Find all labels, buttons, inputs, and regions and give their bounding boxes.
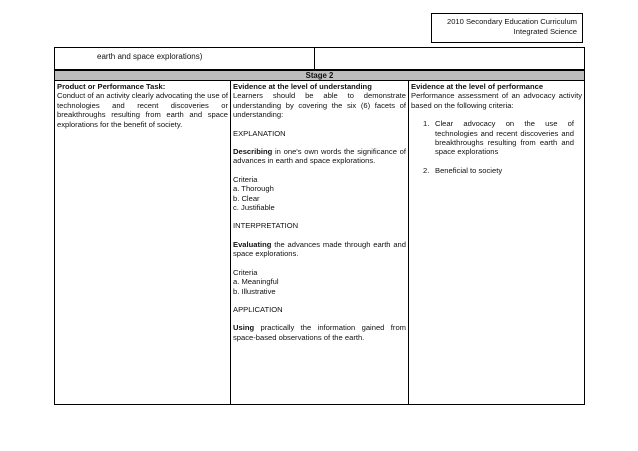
list-item <box>411 119 582 157</box>
list-item <box>411 166 582 175</box>
understanding-column <box>231 81 409 404</box>
criteria-list <box>411 119 582 175</box>
continued-cell: earth and space explorations) <box>55 48 315 69</box>
stage-heading: Stage 2 <box>54 70 585 81</box>
application-label: APPLICATION <box>233 304 283 314</box>
product-body: Conduct of an activity clearly advocating the use of technologies and recent discoveries or breakthroughs resulting from earth and space explorations for the benefit of society. <box>57 91 228 129</box>
continued-row <box>54 47 585 70</box>
performance-heading: Evidence at the level of performance <box>411 82 544 91</box>
criteria-label: Criteria <box>233 174 258 184</box>
stage-table <box>54 81 585 405</box>
explanation-text <box>233 147 406 166</box>
understanding-heading: Evidence at the level of understanding <box>233 82 372 91</box>
criteria-item: c. Justifiable <box>233 203 275 213</box>
list-number: 2. <box>423 165 430 175</box>
curriculum-header <box>431 13 583 43</box>
explanation-desc: in one's own words the significance of advances in earth and space explorations. <box>233 147 406 166</box>
performance-intro: Performance assessment of an advocacy activity based on the following criteria: <box>411 91 582 110</box>
explanation-verb: Describing <box>233 147 273 157</box>
subject-title: Integrated Science <box>513 27 577 36</box>
curriculum-title: 2010 Secondary Education Curriculum <box>446 17 577 26</box>
list-text: Clear advocacy on the use of technologies and recent discoveries and breakthroughs resulting from earth and space explorations <box>435 119 574 157</box>
explanation-label: EXPLANATION <box>233 128 286 138</box>
criteria-item: a. Meaningful <box>233 277 279 287</box>
list-number: 1. <box>423 119 430 129</box>
performance-column <box>409 81 584 404</box>
interpretation-desc: the advances made through earth and space explorations. <box>233 239 406 259</box>
application-verb: Using <box>233 323 255 333</box>
understanding-intro: Learners should be able to demonstrate understanding by covering the six (6) facets of understanding: <box>233 91 406 120</box>
interpretation-text <box>233 240 406 259</box>
application-desc: practically the information gained from space-based observations of the earth. <box>233 323 406 342</box>
criteria-item: a. Thorough <box>233 184 274 194</box>
product-heading: Product or Performance Task: <box>57 82 166 91</box>
criteria-label: Criteria <box>233 267 258 277</box>
application-text <box>233 323 406 342</box>
criteria-item: b. Illustrative <box>233 286 276 296</box>
criteria-item: b. Clear <box>233 193 260 203</box>
interpretation-label: INTERPRETATION <box>233 221 299 231</box>
interpretation-verb: Evaluating <box>233 239 272 249</box>
list-text: Beneficial to society <box>435 165 503 175</box>
product-column <box>55 81 231 404</box>
